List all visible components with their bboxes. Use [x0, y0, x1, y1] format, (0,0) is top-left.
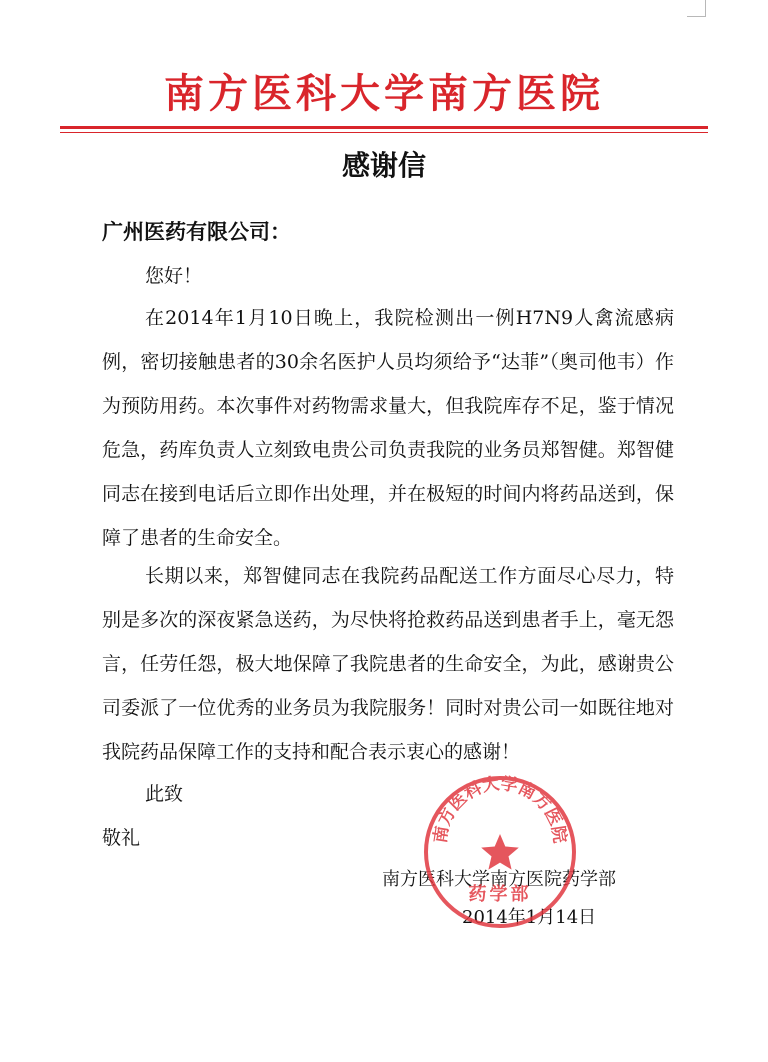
body-paragraph-2: 长期以来，郑智健同志在我院药品配送工作方面尽心尽力，特别是多次的深夜紧急送药，为尽快将抢救药品送到患者手上，毫无怨言，任劳任怨，极大地保障了我院患者的生命安全，为此，感谢贵公司委派了一位优秀的业务员为我院服务！同时对贵公司一如既往地对我院药品保障工作的支持和配合表示衷心的感谢！: [102, 565, 674, 763]
greeting: 您好！: [145, 265, 203, 287]
letterhead-rule-thick: [60, 126, 708, 129]
signature-department: 南方医科大学南方医院药学部: [382, 869, 616, 890]
closing-regards: 敬礼: [102, 827, 141, 849]
closing-salutation: 此致: [145, 783, 184, 805]
recipient: 广州医药有限公司：: [102, 220, 291, 244]
seal-star-icon: [481, 834, 519, 870]
seal-outer-text: 南方医科大学南方医院: [430, 773, 570, 845]
letterhead-rule-thin: [60, 132, 708, 133]
seal-inner-text: 药学部: [468, 884, 532, 905]
official-seal-stamp: [420, 772, 580, 932]
letterhead-title: 南方医科大学南方医院: [164, 71, 604, 117]
letter-title: 感谢信: [341, 149, 426, 182]
signature-date: 2014年1月14日: [462, 907, 597, 928]
body-paragraph-1: 在2014年1月10日晚上，我院检测出一例H7N9人禽流感病例，密切接触患者的30余名医护人员均须给予“达菲”（奥司他韦）作为预防用药。本次事件对药物需求量大，但我院库存不足，鉴于情况危急，药库负责人立刻致电贵公司负责我院的业务员郑智健。郑智健同志在接到电话后立即作出处理，并在极短的时间内将药品送到，保障了患者的生命安全。: [102, 307, 674, 549]
scan-corner-mark: [687, 0, 706, 17]
